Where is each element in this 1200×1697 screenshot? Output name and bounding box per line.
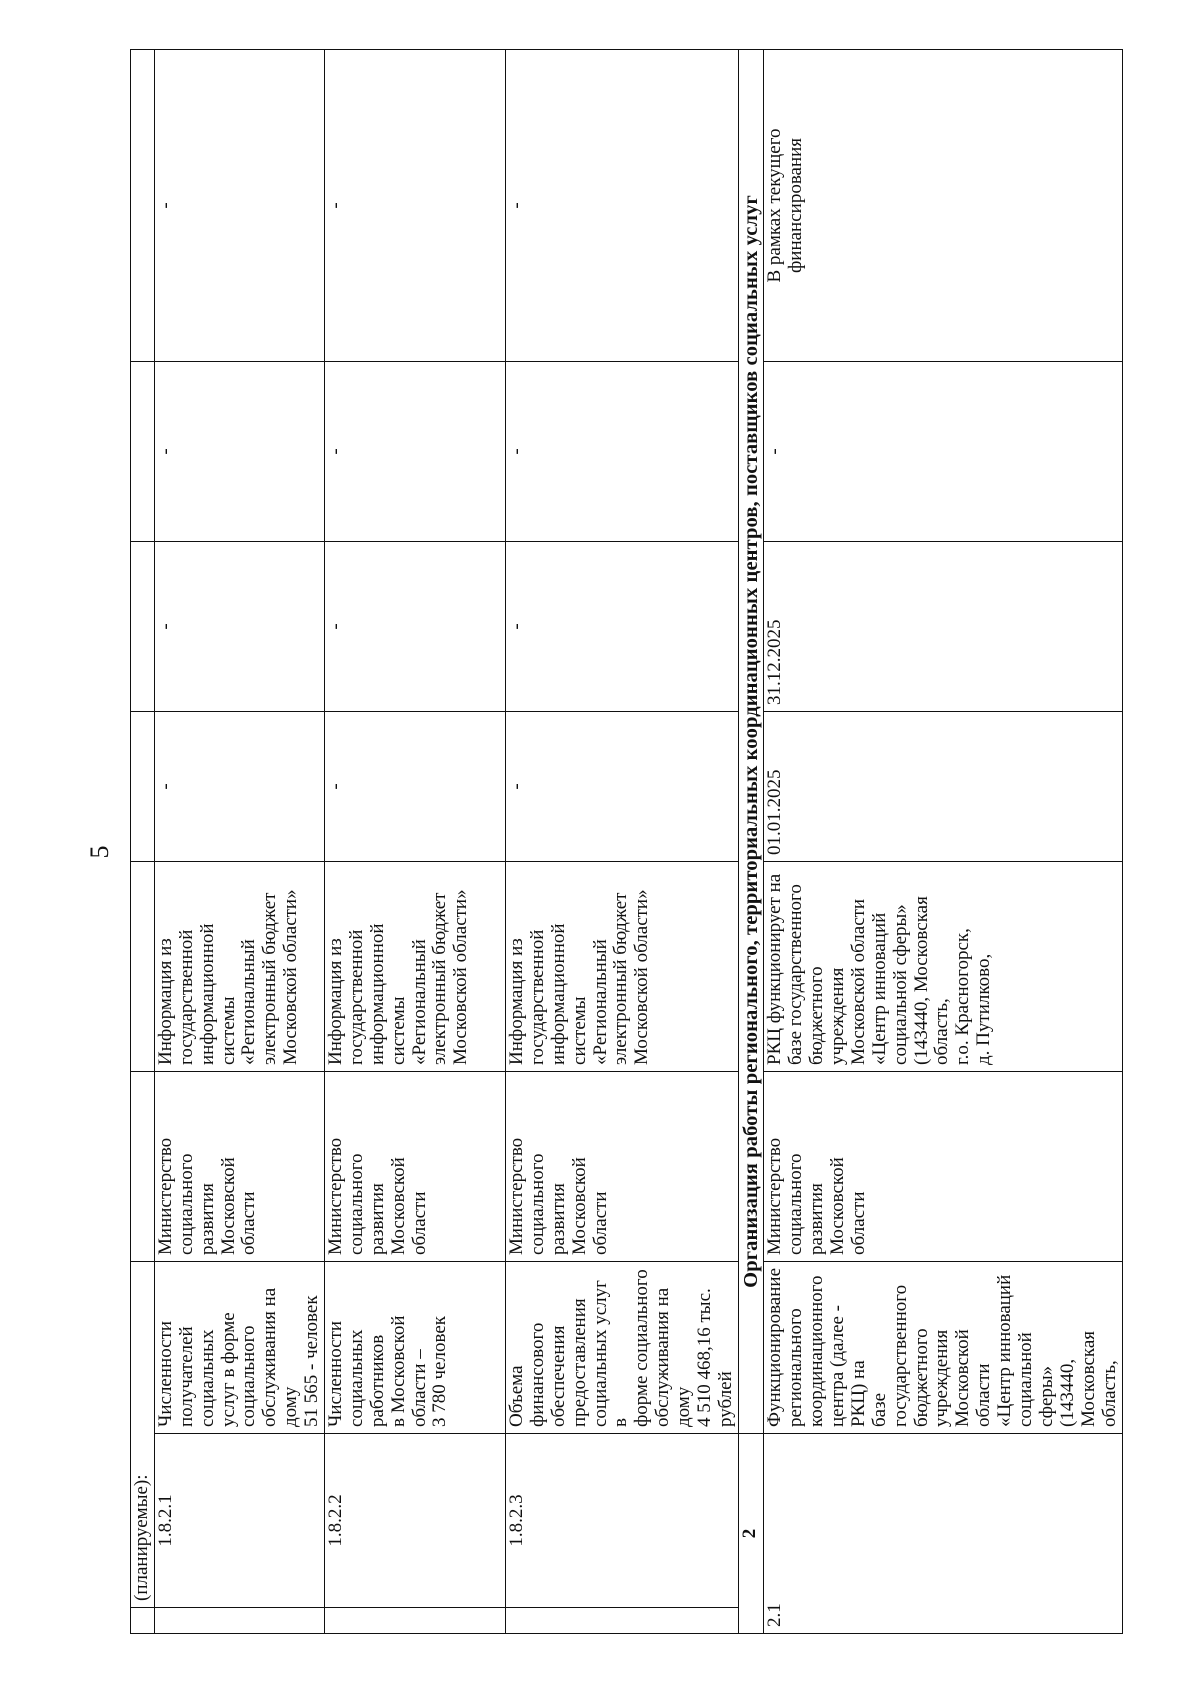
header-planned-label: (планируемые): bbox=[131, 1474, 152, 1601]
row-number: 1.8.2.2 bbox=[325, 1434, 506, 1608]
row-col-7: - bbox=[154, 361, 324, 541]
header-col-6 bbox=[131, 541, 155, 711]
row-responsible: Министерство социального развития Московской области bbox=[154, 1071, 324, 1261]
row-start-date: - bbox=[506, 711, 739, 861]
plan-table bbox=[130, 49, 1123, 1634]
row-responsible: Министерство социального развития Московской области bbox=[764, 1071, 1122, 1261]
row-start-date: 01.01.2025 bbox=[764, 711, 1122, 861]
header-continuation-row bbox=[131, 49, 155, 1633]
row-gutter bbox=[325, 1608, 506, 1634]
row-responsible: Министерство социального развития Московской области bbox=[325, 1071, 506, 1261]
header-col-8 bbox=[131, 49, 155, 361]
header-col-1 bbox=[131, 1608, 155, 1634]
row-end-date: - bbox=[506, 541, 739, 711]
table-row bbox=[506, 49, 739, 1633]
row-col-7: - bbox=[764, 361, 1122, 541]
row-col-8: - bbox=[154, 49, 324, 361]
row-gutter bbox=[154, 1608, 324, 1634]
row-end-date: - bbox=[325, 541, 506, 711]
row-info: Информация из государственной информационной системы «Региональный электронный бюджет Московской области» bbox=[154, 861, 324, 1071]
row-col-8: - bbox=[506, 49, 739, 361]
header-col-5 bbox=[131, 711, 155, 861]
row-indicator: Численности получателей социальных услуг в форме социального обслуживания на дому 51 565 - человек bbox=[154, 1261, 324, 1433]
row-col-8: - bbox=[325, 49, 506, 361]
table-row bbox=[764, 49, 1122, 1633]
row-start-date: - bbox=[154, 711, 324, 861]
section-number: 2 bbox=[738, 1434, 764, 1634]
header-col-2 bbox=[131, 1261, 155, 1607]
header-col-7 bbox=[131, 361, 155, 541]
row-number: 2.1 bbox=[764, 1434, 1122, 1634]
table-frame bbox=[130, 50, 1120, 1634]
row-col-7: - bbox=[325, 361, 506, 541]
section-row bbox=[738, 49, 764, 1633]
row-info: Информация из государственной информационной системы «Региональный электронный бюджет Московской области» bbox=[506, 861, 739, 1071]
row-indicator: Численности социальных работников в Московской области – 3 780 человек bbox=[325, 1261, 506, 1433]
row-responsible: Министерство социального развития Московской области bbox=[506, 1071, 739, 1261]
row-indicator: Объема финансового обеспечения предоставления социальных услуг в форме социального обслуживания на дому 4 510 468,16 тыс. рублей bbox=[506, 1261, 739, 1433]
header-col-3 bbox=[131, 1071, 155, 1261]
row-gutter bbox=[506, 1608, 739, 1634]
row-col-7: - bbox=[506, 361, 739, 541]
row-end-date: 31.12.2025 bbox=[764, 541, 1122, 711]
table-rotation bbox=[130, 50, 1120, 1634]
row-start-date: - bbox=[325, 711, 506, 861]
section-title: Организация работы регионального, территориальных координационных центров, поставщиков социальных услуг bbox=[738, 49, 764, 1433]
row-number: 1.8.2.3 bbox=[506, 1434, 739, 1608]
table-row bbox=[154, 49, 324, 1633]
row-info: РКЦ функционирует на базе государственного бюджетного учреждения Московской области «Центр инноваций социальной сферы» (143440, Московская область, г.о. Красногорск, д. Путилково, bbox=[764, 861, 1122, 1071]
row-info: Информация из государственной информационной системы «Региональный электронный бюджет Московской области» bbox=[325, 861, 506, 1071]
row-number: 1.8.2.1 bbox=[154, 1434, 324, 1608]
row-indicator: Функционирование регионального координационного центра (далее - РКЦ) на базе государственного бюджетного учреждения Московской области «Центр инноваций социальной сферы» (143440, Московская область, bbox=[764, 1261, 1122, 1433]
row-end-date: - bbox=[154, 541, 324, 711]
page-number: 5 bbox=[85, 845, 114, 859]
row-financing: В рамках текущего финансирования bbox=[764, 49, 1122, 361]
header-col-4 bbox=[131, 861, 155, 1071]
table-row bbox=[325, 49, 506, 1633]
